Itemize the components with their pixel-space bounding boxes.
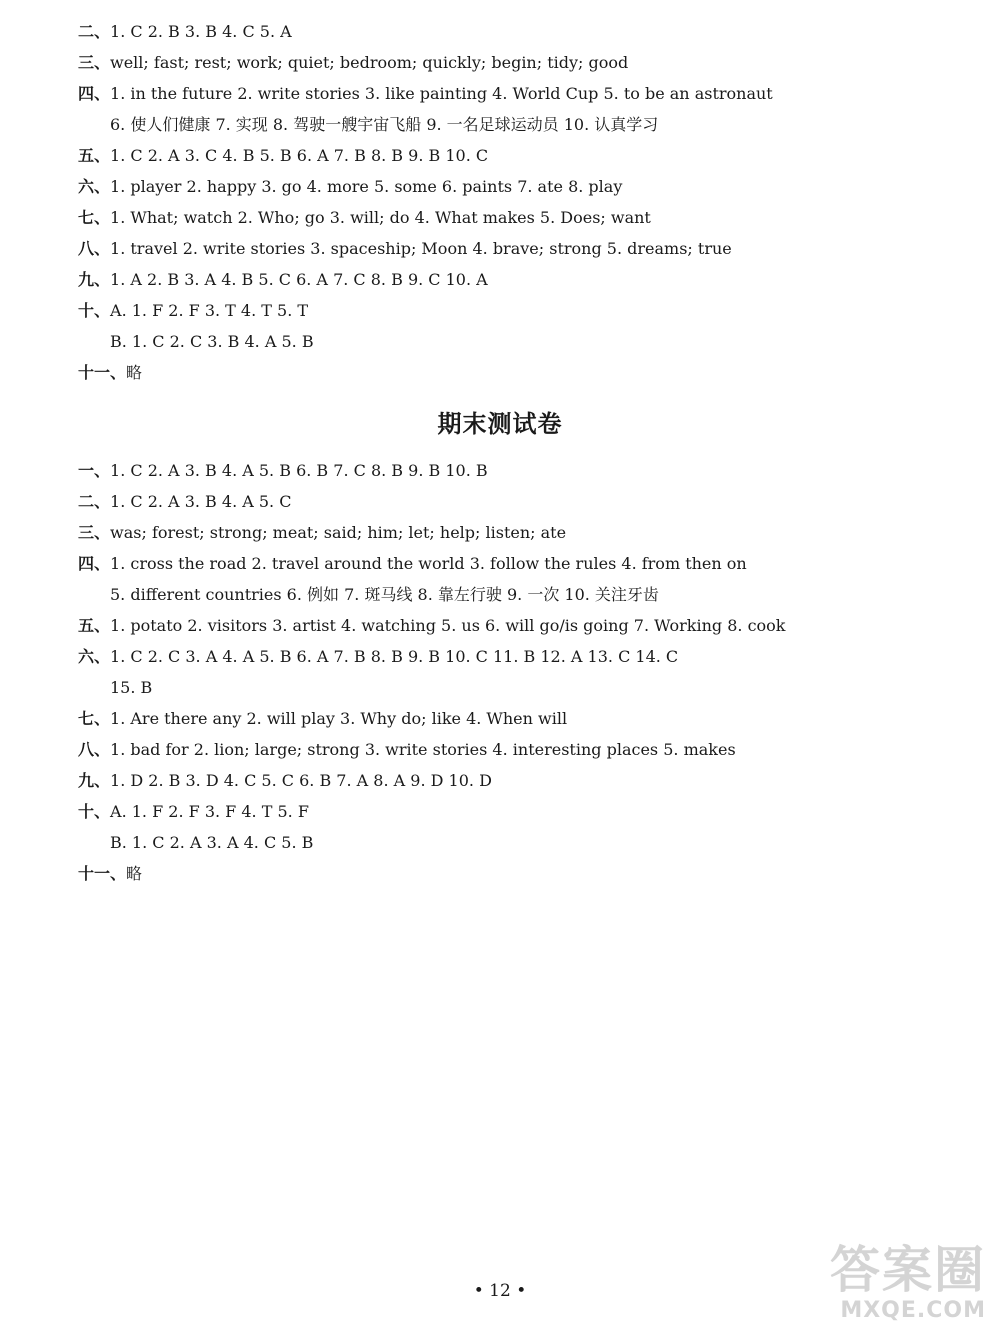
answer-line: 七、1. What; watch 2. Who; go 3. will; do 4. What makes 5. Does; want [78, 208, 651, 227]
answer-line: 十一、略 [78, 363, 143, 382]
answer-line: 七、1. Are there any 2. will play 3. Why do; like 4. When will [78, 709, 568, 728]
watermark-url: MXQE.COM [840, 1298, 986, 1323]
answer-line: 四、1. cross the road 2. travel around the world 3. follow the rules 4. from then on [78, 554, 747, 573]
answer-line: 二、1. C 2. B 3. B 4. C 5. A [78, 22, 292, 41]
answer-line: B. 1. C 2. A 3. A 4. C 5. B [110, 833, 314, 852]
answer-line: 15. B [110, 678, 153, 697]
answer-line: 八、1. bad for 2. lion; large; strong 3. write stories 4. interesting places 5. makes [78, 740, 736, 759]
section-title: 期末测试卷 [437, 409, 563, 438]
answer-line: B. 1. C 2. C 3. B 4. A 5. B [110, 332, 314, 351]
answer-line: 三、was; forest; strong; meat; said; him; let; help; listen; ate [78, 523, 567, 542]
answer-line: 九、1. D 2. B 3. D 4. C 5. C 6. B 7. A 8. A 9. D 10. D [78, 771, 492, 790]
answer-line: 五、1. C 2. A 3. C 4. B 5. B 6. A 7. B 8. B 9. B 10. C [78, 146, 489, 165]
page-number: • 12 • [473, 1281, 527, 1301]
answer-line: 八、1. travel 2. write stories 3. spaceship; Moon 4. brave; strong 5. dreams; true [78, 239, 732, 258]
answer-line: 四、1. in the future 2. write stories 3. like painting 4. World Cup 5. to be an astronaut [78, 84, 773, 103]
answer-line: 十、A. 1. F 2. F 3. F 4. T 5. F [78, 802, 309, 821]
answer-line: 一、1. C 2. A 3. B 4. A 5. B 6. B 7. C 8. B 9. B 10. B [78, 461, 488, 480]
answer-line: 三、well; fast; rest; work; quiet; bedroom; quickly; begin; tidy; good [78, 53, 629, 72]
answer-line: 九、1. A 2. B 3. A 4. B 5. C 6. A 7. C 8. B 9. C 10. A [78, 270, 488, 289]
answer-line: 六、1. player 2. happy 3. go 4. more 5. some 6. paints 7. ate 8. play [78, 177, 623, 196]
answer-line: 六、1. C 2. C 3. A 4. A 5. B 6. A 7. B 8. B 9. B 10. C 11. B 12. A 13. C 14. C [78, 647, 679, 666]
answer-line: 十一、略 [78, 864, 143, 883]
answer-line: 6. 使人们健康 7. 实现 8. 驾驶一艘宇宙飞船 9. 一名足球运动员 10. 认真学习 [110, 115, 659, 134]
watermark-logo-text: 答案圈 [830, 1241, 986, 1299]
answer-line: 五、1. potato 2. visitors 3. artist 4. watching 5. us 6. will go/is going 7. Working 8. cook [78, 616, 786, 635]
answer-line: 5. different countries 6. 例如 7. 斑马线 8. 靠左行驶 9. 一次 10. 关注牙齿 [110, 585, 659, 604]
answer-line: 二、1. C 2. A 3. B 4. A 5. C [78, 492, 292, 511]
answer-line: 十、A. 1. F 2. F 3. T 4. T 5. T [78, 301, 309, 320]
site-watermark [830, 1242, 986, 1323]
